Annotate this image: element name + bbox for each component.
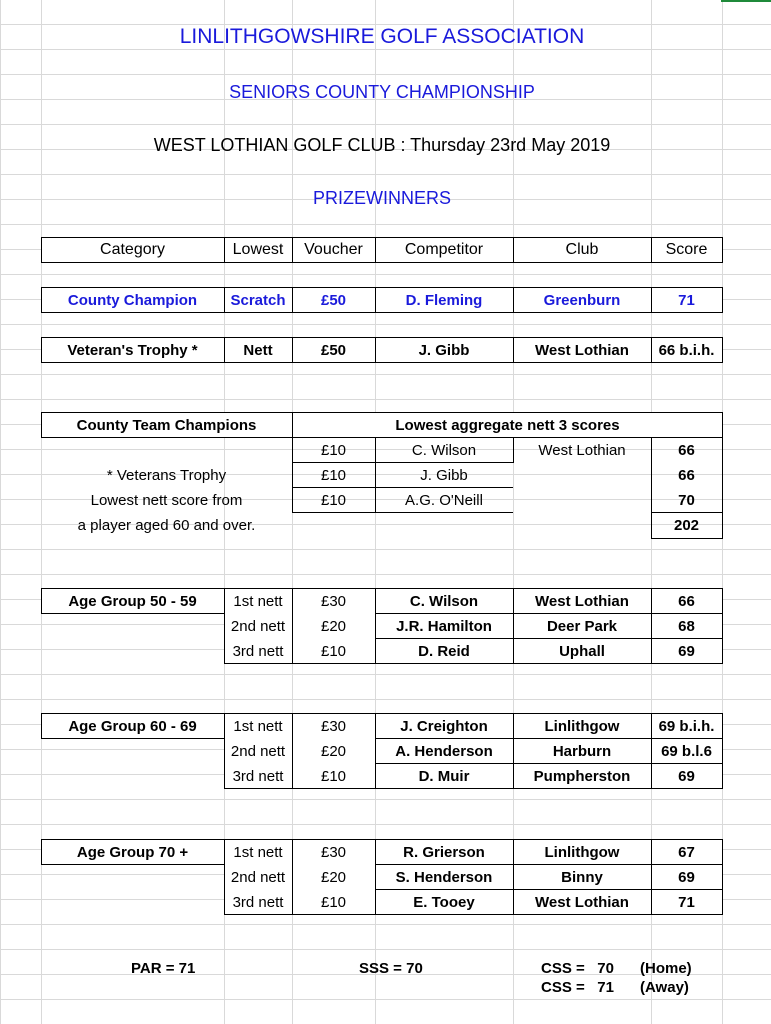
age-group-place: 3rd nett [232, 643, 284, 660]
age-group-score: 69 b.l.6 [661, 743, 712, 760]
age-group-score: 69 b.i.h. [658, 718, 715, 735]
age-group-score: 68 [678, 618, 695, 635]
team-competitor-1: C. Wilson [411, 442, 477, 459]
age-group-place: 2nd nett [230, 869, 286, 886]
veteran-note-line-3: a player aged 60 and over. [77, 517, 256, 534]
header-competitor: Competitor [404, 241, 484, 258]
age-group-place: 3rd nett [232, 894, 284, 911]
age-group-score: 71 [678, 894, 695, 911]
venue-line: WEST LOTHIAN GOLF CLUB : Thursday 23rd May 2019 [153, 135, 611, 155]
champion-voucher: £50 [320, 292, 347, 309]
age-group-club: Harburn [552, 743, 612, 760]
header-category: Category [100, 241, 165, 258]
header-club: Club [565, 241, 599, 258]
age-group-score: 66 [678, 593, 695, 610]
team-voucher-1: £10 [320, 442, 347, 459]
age-group-voucher: £10 [320, 643, 347, 660]
age-group-place: 1st nett [233, 718, 283, 735]
header-voucher: Voucher [304, 241, 363, 258]
header-lowest: Lowest [232, 241, 284, 258]
team-competitor-3: A.G. O'Neill [405, 492, 483, 509]
age-group-score: 69 [678, 768, 695, 785]
age-group-competitor: S. Henderson [395, 869, 493, 886]
team-category: County Team Champions [76, 417, 257, 434]
age-group-competitor: D. Muir [418, 768, 470, 785]
par-value: PAR = 71 [131, 960, 196, 977]
age-group-voucher: £20 [320, 869, 347, 886]
age-group-competitor: R. Grierson [403, 844, 485, 861]
age-group-place: 2nd nett [230, 743, 286, 760]
age-group-competitor: C. Wilson [409, 593, 479, 610]
champion-score: 71 [678, 292, 695, 309]
age-group-voucher: £10 [320, 894, 347, 911]
age-group-label: Age Group 50 - 59 [68, 593, 197, 610]
team-score-3: 70 [678, 492, 695, 509]
team-total: 202 [673, 517, 700, 534]
age-group-club: West Lothian [535, 593, 629, 610]
css-away-label: (Away) [640, 979, 689, 996]
veteran-note-line-2: Lowest nett score from [90, 492, 243, 509]
age-group-score: 69 [678, 869, 695, 886]
age-group-voucher: £30 [320, 718, 347, 735]
age-group-competitor: J.R. Hamilton [396, 618, 492, 635]
age-group-competitor: E. Tooey [413, 894, 475, 911]
team-score-1: 66 [678, 442, 695, 459]
team-club: West Lothian [538, 442, 626, 459]
age-group-place: 1st nett [233, 593, 283, 610]
age-group-score: 69 [678, 643, 695, 660]
css-home-label: (Home) [640, 960, 692, 977]
age-group-score: 67 [678, 844, 695, 861]
age-group-voucher: £20 [320, 743, 347, 760]
team-voucher-2: £10 [320, 467, 347, 484]
css-away-value: CSS = 71 [541, 979, 614, 996]
veteran-score: 66 b.i.h. [658, 342, 715, 359]
team-heading: Lowest aggregate nett 3 scores [395, 417, 620, 434]
age-group-club: Uphall [559, 643, 605, 660]
veteran-lowest: Nett [243, 342, 273, 359]
age-group-club: Linlithgow [544, 844, 620, 861]
section-title: PRIZEWINNERS [312, 188, 452, 208]
age-group-voucher: £10 [320, 768, 347, 785]
veteran-voucher: £50 [320, 342, 347, 359]
veteran-competitor: J. Gibb [418, 342, 470, 359]
css-home-value: CSS = 70 [541, 960, 614, 977]
age-group-voucher: £20 [320, 618, 347, 635]
team-competitor-2: J. Gibb [420, 467, 468, 484]
sss-value: SSS = 70 [359, 960, 423, 977]
age-group-club: Linlithgow [544, 718, 620, 735]
age-group-club: Pumpherston [533, 768, 631, 785]
team-score-2: 66 [678, 467, 695, 484]
age-group-club: West Lothian [535, 894, 629, 911]
age-group-place: 1st nett [233, 844, 283, 861]
champion-club: Greenburn [543, 292, 621, 309]
age-group-place: 2nd nett [230, 618, 286, 635]
age-group-competitor: D. Reid [418, 643, 470, 660]
age-group-club: Binny [561, 869, 603, 886]
age-group-club: Deer Park [546, 618, 618, 635]
age-group-voucher: £30 [320, 844, 347, 861]
veteran-club: West Lothian [535, 342, 629, 359]
champion-lowest: Scratch [230, 292, 286, 309]
sheet-selection-marker [721, 0, 771, 2]
team-voucher-3: £10 [320, 492, 347, 509]
page-title: LINLITHGOWSHIRE GOLF ASSOCIATION [179, 25, 585, 48]
age-group-competitor: J. Creighton [400, 718, 488, 735]
veteran-category: Veteran's Trophy * [67, 342, 198, 359]
header-score: Score [665, 241, 708, 258]
age-group-label: Age Group 60 - 69 [68, 718, 197, 735]
veteran-note-line-1: * Veterans Trophy [106, 467, 227, 484]
champion-category: County Champion [67, 292, 198, 309]
age-group-label: Age Group 70 + [76, 844, 189, 861]
age-group-voucher: £30 [320, 593, 347, 610]
age-group-competitor: A. Henderson [395, 743, 493, 760]
age-group-place: 3rd nett [232, 768, 284, 785]
champion-competitor: D. Fleming [405, 292, 483, 309]
page-subtitle: SENIORS COUNTY CHAMPIONSHIP [229, 82, 535, 102]
